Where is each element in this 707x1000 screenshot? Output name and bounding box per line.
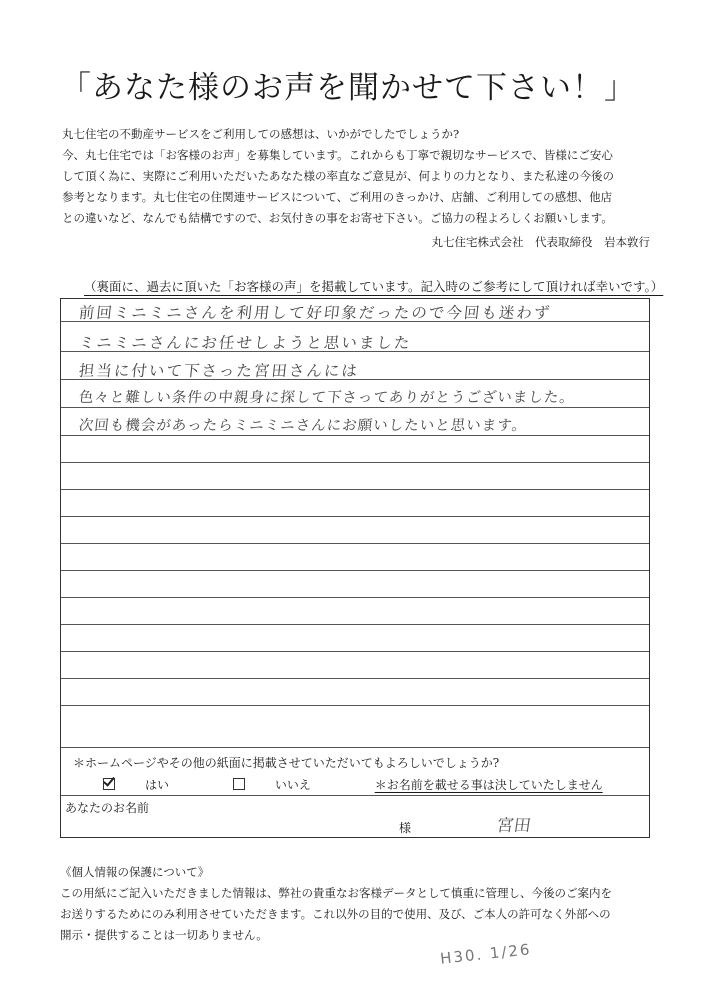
company-signature: 丸七住宅株式会社 代表取締役 岩本敦行 <box>431 235 650 249</box>
handwritten-comment-line: 色々と難しい条件の中親身に探して下さってありがとうございました。 <box>78 390 576 406</box>
privacy-line: 開示・提供することは一切ありません。 <box>60 928 268 942</box>
ruled-line <box>61 516 649 517</box>
option-yes[interactable] <box>103 778 199 792</box>
ruled-line <box>61 747 649 748</box>
intro-text <box>62 124 662 229</box>
privacy-section <box>60 862 690 946</box>
reference-note: （裏面に、過去に頂いた「お客様の声」を掲載しています。記入時のご参考にして頂ければ幸いです。） <box>84 279 664 294</box>
intro-line: 参考となります。丸七住宅の住関連サービスについて、ご利用のきっかけ、店舗、ご利用しての感想、他店 <box>62 190 613 204</box>
privacy-line: この用紙にご記入いただきました情報は、弊社の貴重なお客様データとして慎重に管理し、今後のご案内を <box>60 886 612 900</box>
feedback-form <box>60 298 650 838</box>
privacy-line: お送りするためにのみ利用させていただきます。これ以外の目的で使用、及び、ご本人の許可なく外部への <box>60 907 611 921</box>
handwritten-name: 宮田 <box>495 816 533 836</box>
name-label: あなたのお名前 <box>65 801 150 815</box>
ruled-line <box>61 651 649 652</box>
intro-line: して頂く為に、実際にご利用いただいたあなた様の率直なご意見が、何よりの力となり、また私達の今後の <box>62 169 614 183</box>
intro-line: との違いなど、なんでも結構ですので、お気付きの事をお寄せ下さい。ご協力の程よろしくお願いします。 <box>62 211 613 225</box>
handwritten-comment-line: 次回も機会があったらミニミニさんにお願いしたいと思います。 <box>78 418 528 434</box>
handwritten-comment-line: 担当に付いて下さった宮田さんには <box>77 362 360 380</box>
handwritten-comment-line: ミニミニさんにお任せしようと思いました <box>77 334 413 352</box>
ruled-line <box>61 435 649 436</box>
ruled-line <box>61 678 649 679</box>
handwritten-date: H30. 1/26 <box>439 940 533 968</box>
ruled-line <box>61 795 649 796</box>
permission-question: ＊ホームページやその他の紙面に掲載させていただいてもよろしいでしょうか? <box>73 756 500 770</box>
permission-options <box>103 776 633 793</box>
option-yes-label: はい <box>145 778 170 792</box>
ruled-line <box>61 570 649 571</box>
intro-line: 今、丸七住宅では「お客様のお声」を募集しています。これからも丁寧で親切なサービスで、皆様にご安心 <box>62 148 613 162</box>
ruled-line <box>61 462 649 463</box>
privacy-heading: 《個人情報の保護について》 <box>60 865 210 879</box>
name-suffix: 様 <box>399 821 412 835</box>
option-no[interactable] <box>233 778 341 792</box>
option-no-label: いいえ <box>274 778 311 792</box>
ruled-line <box>61 705 649 706</box>
checkbox-icon[interactable] <box>233 778 245 790</box>
ruled-line <box>61 624 649 625</box>
no-name-note: ＊お名前を載せる事は決していたしません <box>374 778 603 792</box>
handwritten-comment-line: 前回ミニミニさんを利用して好印象だったので今回も迷わず <box>77 304 553 322</box>
page-title: 「あなた様のお声を聞かせて下さい！」 <box>60 70 636 106</box>
ruled-line <box>61 597 649 598</box>
checkbox-checked-icon[interactable] <box>103 778 115 790</box>
ruled-line <box>61 543 649 544</box>
ruled-line <box>61 407 649 408</box>
intro-line: 丸七住宅の不動産サービスをご利用しての感想は、いかがでしたでしょうか? <box>62 127 460 141</box>
ruled-line <box>61 489 649 490</box>
